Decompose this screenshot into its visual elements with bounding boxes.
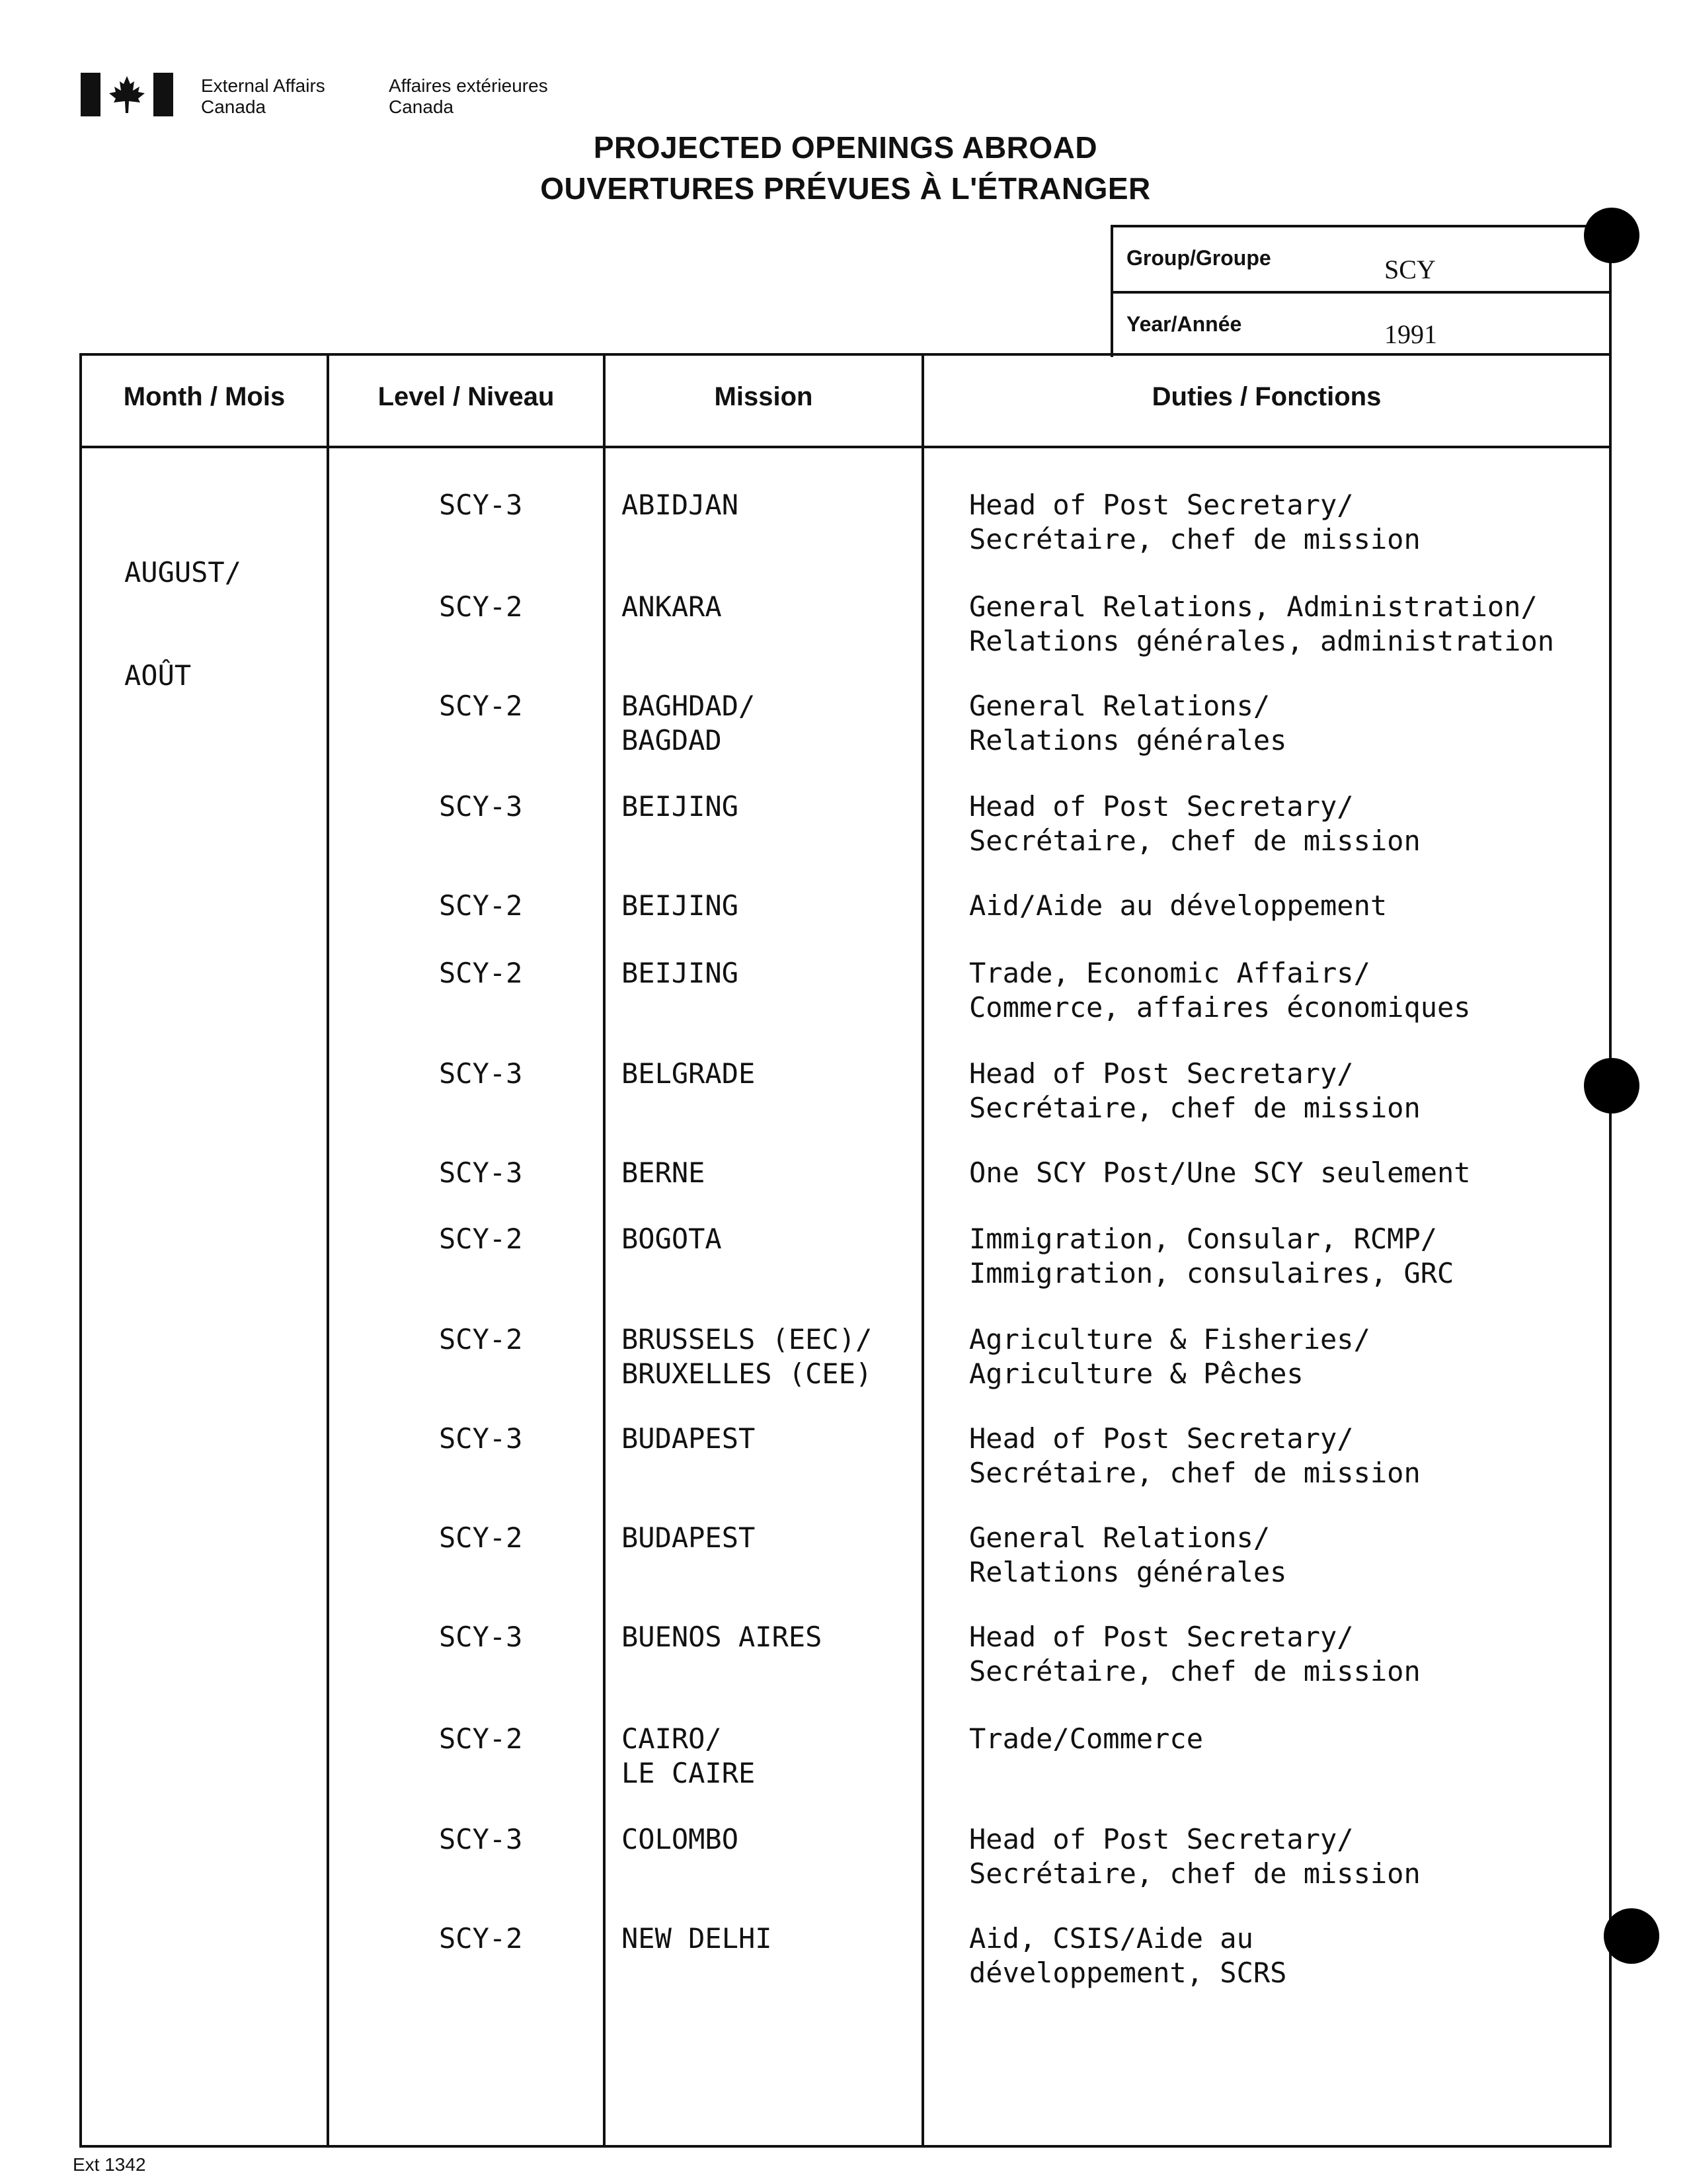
column-divider bbox=[327, 353, 329, 2148]
hole-punch bbox=[1584, 208, 1639, 263]
mission-cell: ABIDJAN bbox=[621, 489, 739, 521]
mission-cell: BEIJING bbox=[621, 957, 739, 989]
level-cell: SCY-2 bbox=[439, 590, 523, 623]
canada-flag-logo bbox=[81, 71, 173, 118]
duties-cell: Head of Post Secretary/ Secrétaire, chef de mission bbox=[969, 489, 1421, 555]
duties-cell: Head of Post Secretary/ Secrétaire, chef de mission bbox=[969, 1422, 1421, 1489]
duties-cell: General Relations/ Relations générales bbox=[969, 1521, 1287, 1588]
header-divider bbox=[79, 446, 1612, 448]
mission-cell: BERNE bbox=[621, 1156, 705, 1189]
mission-cell: BEIJING bbox=[621, 790, 739, 823]
maple-leaf-icon bbox=[108, 75, 146, 114]
mission-cell: BEIJING bbox=[621, 889, 739, 922]
level-cell: SCY-2 bbox=[439, 957, 523, 989]
year-value: 1991 bbox=[1384, 319, 1437, 349]
group-value: SCY bbox=[1384, 255, 1436, 284]
level-cell: SCY-3 bbox=[439, 1621, 523, 1653]
duties-cell: General Relations/ Relations générales bbox=[969, 690, 1287, 756]
level-cell: SCY-2 bbox=[439, 1922, 523, 1955]
mission-cell: NEW DELHI bbox=[621, 1922, 772, 1955]
level-cell: SCY-2 bbox=[439, 690, 523, 722]
duties-cell: Aid/Aide au développement bbox=[969, 889, 1388, 922]
column-divider bbox=[603, 353, 606, 2148]
duties-cell: Immigration, Consular, RCMP/ Immigration, consulaires, GRC bbox=[969, 1223, 1454, 1289]
column-header-level: Level / Niveau bbox=[377, 382, 555, 411]
duties-cell: Head of Post Secretary/ Secrétaire, chef de mission bbox=[969, 1057, 1421, 1124]
mission-cell: BELGRADE bbox=[621, 1057, 756, 1090]
mission-cell: ANKARA bbox=[621, 590, 722, 623]
mission-cell: BUDAPEST bbox=[621, 1521, 756, 1554]
duties-cell: One SCY Post/Une SCY seulement bbox=[969, 1156, 1471, 1189]
page-title-fr: OUVERTURES PRÉVUES À L'ÉTRANGER bbox=[540, 171, 1151, 206]
mission-cell: BUDAPEST bbox=[621, 1422, 756, 1455]
mission-cell: CAIRO/ LE CAIRE bbox=[621, 1722, 756, 1789]
department-name-fr: Affaires extérieures Canada bbox=[389, 75, 548, 117]
level-cell: SCY-3 bbox=[439, 1156, 523, 1189]
level-cell: SCY-2 bbox=[439, 1323, 523, 1355]
duties-cell: Trade, Economic Affairs/ Commerce, affaires économiques bbox=[969, 957, 1471, 1024]
level-cell: SCY-3 bbox=[439, 1823, 523, 1855]
duties-cell: Agriculture & Fisheries/ Agriculture & Pêches bbox=[969, 1323, 1370, 1390]
year-label: Year/Année bbox=[1126, 312, 1242, 336]
column-header-mission: Mission bbox=[714, 382, 813, 411]
duties-cell: Trade/Commerce bbox=[969, 1722, 1204, 1755]
level-cell: SCY-3 bbox=[439, 489, 523, 521]
hole-punch bbox=[1604, 1908, 1659, 1964]
mission-cell: BAGHDAD/ BAGDAD bbox=[621, 690, 756, 756]
mission-cell: COLOMBO bbox=[621, 1823, 739, 1855]
column-divider bbox=[922, 353, 924, 2148]
duties-cell: Head of Post Secretary/ Secrétaire, chef de mission bbox=[969, 1823, 1421, 1890]
level-cell: SCY-2 bbox=[439, 1223, 523, 1255]
group-year-box bbox=[1111, 225, 1612, 357]
duties-cell: Head of Post Secretary/ Secrétaire, chef de mission bbox=[969, 1621, 1421, 1687]
page-title-en: PROJECTED OPENINGS ABROAD bbox=[593, 130, 1098, 165]
department-name-en: External Affairs Canada bbox=[201, 75, 325, 117]
duties-cell: Head of Post Secretary/ Secrétaire, chef de mission bbox=[969, 790, 1421, 857]
mission-cell: BUENOS AIRES bbox=[621, 1621, 822, 1653]
mission-cell: BOGOTA bbox=[621, 1223, 722, 1255]
level-cell: SCY-3 bbox=[439, 1057, 523, 1090]
mission-cell: BRUSSELS (EEC)/ BRUXELLES (CEE) bbox=[621, 1323, 873, 1390]
level-cell: SCY-2 bbox=[439, 1722, 523, 1755]
duties-cell: Aid, CSIS/Aide au développement, SCRS bbox=[969, 1922, 1287, 1989]
level-cell: SCY-3 bbox=[439, 1422, 523, 1455]
hole-punch bbox=[1584, 1058, 1639, 1113]
duties-cell: General Relations, Administration/ Relations générales, administration bbox=[969, 590, 1555, 657]
column-header-duties: Duties / Fonctions bbox=[1152, 382, 1382, 411]
month-cell: AUGUST/ AOÛT bbox=[124, 556, 242, 692]
column-header-month: Month / Mois bbox=[123, 382, 286, 411]
form-number: Ext 1342 bbox=[73, 2154, 146, 2175]
level-cell: SCY-2 bbox=[439, 889, 523, 922]
level-cell: SCY-3 bbox=[439, 790, 523, 823]
level-cell: SCY-2 bbox=[439, 1521, 523, 1554]
group-label: Group/Groupe bbox=[1126, 246, 1271, 270]
